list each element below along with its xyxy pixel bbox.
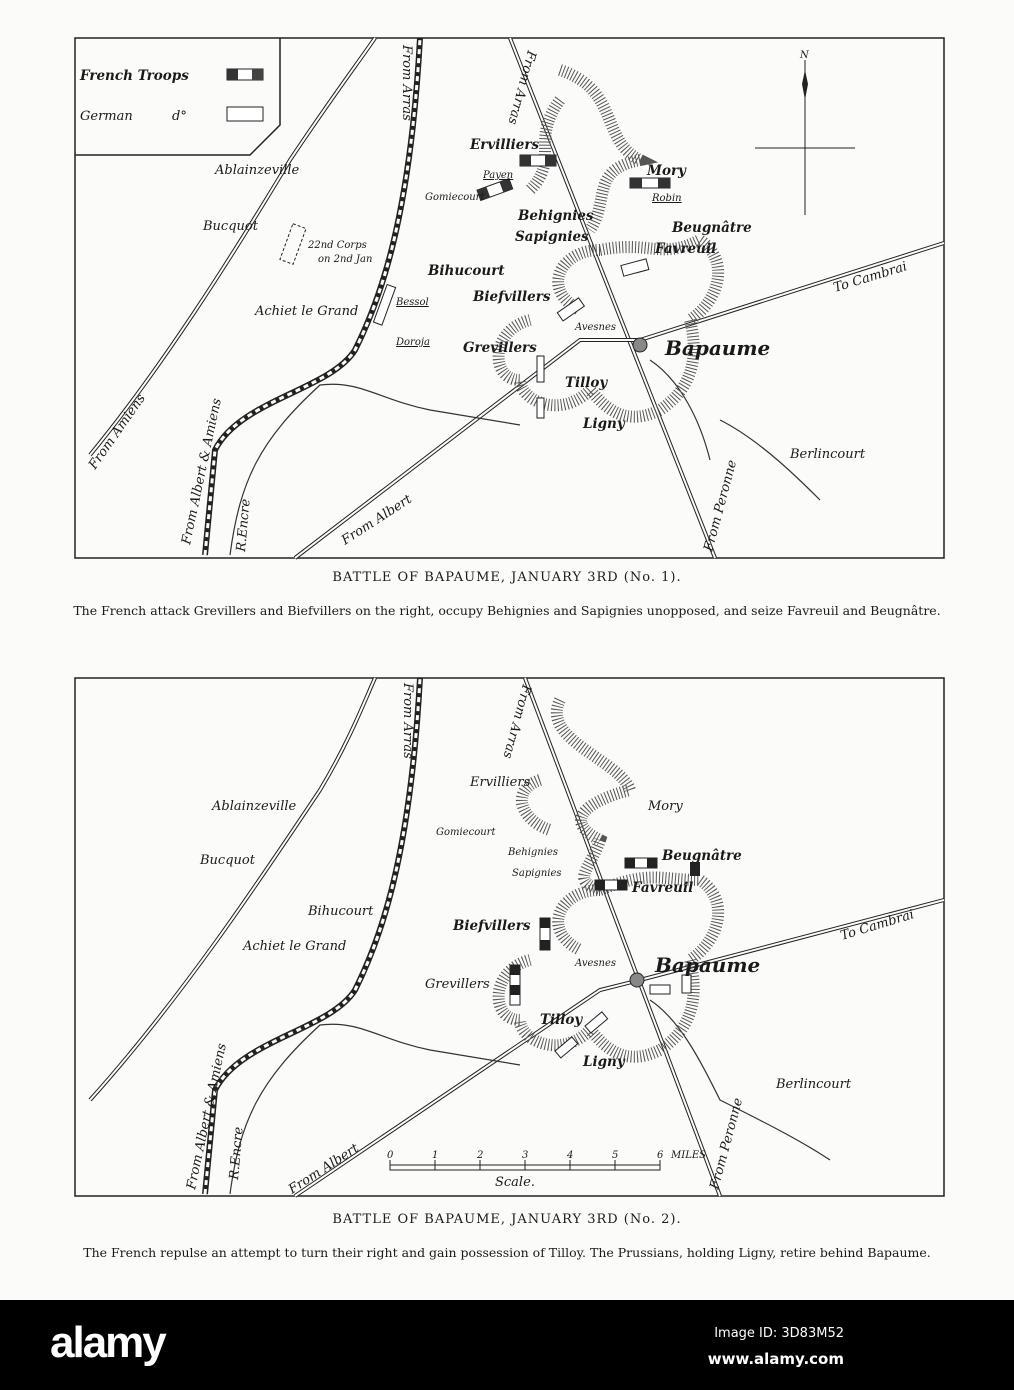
scale-tick-label: 2 — [477, 1150, 484, 1161]
place-sapignies-2: Sapignies — [512, 868, 562, 879]
place-berlincourt-2: Berlincourt — [776, 1077, 852, 1092]
place-ervilliers-2: Ervilliers — [470, 775, 531, 790]
road-from-albert-2: From Albert — [286, 1140, 362, 1198]
place-ligny-2: Ligny — [583, 1054, 625, 1070]
commander-robin: Robin — [652, 193, 682, 204]
scale-tick-label: 0 — [387, 1150, 394, 1161]
rail-from-albert-amiens-2: From Albert & Amiens — [184, 1041, 230, 1191]
watermark-banner — [0, 1300, 1014, 1390]
map-2-caption: The French repulse an attempt to turn their right and gain possession of Tilloy. The Prussians, holding Ligny, retire behind Bapaume. — [83, 1245, 931, 1260]
place-beugnatre-2: Beugnâtre — [662, 848, 742, 864]
place-mory: Mory — [647, 163, 686, 179]
commander-doroja: Doroja — [396, 337, 430, 348]
road-to-cambrai: To Cambrai — [831, 259, 909, 296]
road-from-albert: From Albert — [339, 491, 415, 549]
scale-bar — [387, 1150, 706, 1190]
image-id: Image ID: 3D83M52 — [714, 1326, 844, 1341]
place-ablainzeville: Ablainzeville — [215, 163, 300, 178]
map-1-title: BATTLE OF BAPAUME, JANUARY 3RD (No. 1). — [332, 570, 682, 585]
map-1 — [75, 38, 944, 558]
place-grevillers: Grevillers — [463, 340, 537, 356]
place-grevillers-2: Grevillers — [425, 977, 490, 992]
road-to-cambrai-2: To Cambrai — [838, 907, 916, 944]
bapaume-town — [633, 338, 647, 352]
road-from-arras: From Arras — [504, 48, 539, 127]
place-achiet-le-grand: Achiet le Grand — [255, 304, 359, 319]
place-biefvillers: Biefvillers — [473, 289, 551, 305]
french-troops-symbol — [227, 69, 263, 80]
place-gomiecourt-2: Gomiecourt — [436, 827, 496, 838]
label-22nd-corps: 22nd Corps — [308, 240, 367, 251]
watermark-url: www.alamy.com — [707, 1350, 844, 1368]
scale-tick-label: 3 — [522, 1150, 529, 1161]
rail-from-arras: From Arras — [399, 45, 414, 121]
place-ligny: Ligny — [583, 416, 625, 432]
place-achiet-le-grand-2: Achiet le Grand — [243, 939, 347, 954]
place-ablainzeville-2: Ablainzeville — [212, 799, 297, 814]
place-gomiecourt: Gomiecourt — [425, 192, 485, 203]
place-sapignies: Sapignies — [515, 229, 589, 245]
road-from-peronne-2: From Peronne — [707, 1096, 747, 1192]
scale-tick-label: 6 — [657, 1150, 664, 1161]
place-avesnes-2: Avesnes — [575, 958, 617, 969]
german-troops-symbol — [227, 107, 263, 121]
road-from-amiens: From Amiens — [85, 391, 149, 473]
place-behignies: Behignies — [518, 208, 594, 224]
place-ervilliers: Ervilliers — [470, 137, 540, 153]
place-bucquoy: Bucquot — [203, 219, 258, 234]
label-22nd-corps-date: on 2nd Jan — [318, 254, 373, 265]
place-biefvillers-2: Biefvillers — [453, 918, 531, 934]
place-favreuil-2: Favreuil — [632, 880, 694, 896]
place-tilloy: Tilloy — [565, 375, 608, 391]
place-bucquoy-2: Bucquot — [200, 853, 255, 868]
scale-tick-label: 5 — [612, 1150, 619, 1161]
place-bihucourt: Bihucourt — [428, 263, 505, 279]
compass-north: N — [800, 50, 809, 61]
legend-french-label: French Troops — [80, 68, 189, 84]
place-tilloy-2: Tilloy — [540, 1012, 583, 1028]
scale-tick-label: 1 — [432, 1150, 439, 1161]
compass-icon — [755, 50, 855, 215]
map-1-caption: The French attack Grevillers and Biefvillers on the right, occupy Behignies and Sapignies unopposed, and seize Favreuil and Beugnâtre. — [73, 603, 941, 618]
commander-bessol: Bessol — [396, 297, 429, 308]
rail-from-arras-2: From Arras — [400, 683, 415, 759]
place-berlincourt: Berlincourt — [790, 447, 866, 462]
place-avesnes: Avesnes — [575, 322, 617, 333]
scale-unit: MILES — [671, 1150, 706, 1161]
place-bihucourt-2: Bihucourt — [308, 904, 374, 919]
place-behignies-2: Behignies — [508, 847, 558, 858]
river-encre-2: R.Encre — [227, 1126, 247, 1181]
place-mory-2: Mory — [648, 799, 683, 814]
place-beugnatre: Beugnâtre — [672, 220, 752, 236]
map-2-title: BATTLE OF BAPAUME, JANUARY 3RD (No. 2). — [332, 1212, 682, 1227]
place-favreuil: Favreuil — [655, 241, 717, 257]
road-from-arras-2: From Arras — [499, 682, 534, 761]
legend-german-label: German — [80, 109, 133, 124]
scale-tick-label: 4 — [567, 1150, 574, 1161]
road-from-peronne: From Peronne — [701, 458, 741, 554]
place-bapaume-2: Bapaume — [655, 953, 761, 977]
legend-ditto: d° — [172, 109, 187, 124]
rail-from-albert-amiens: From Albert & Amiens — [179, 396, 225, 546]
river-encre: R.Encre — [234, 498, 254, 553]
place-bapaume: Bapaume — [665, 336, 771, 360]
commander-payen: Payen — [483, 170, 514, 181]
alamy-logo: alamy — [50, 1318, 165, 1367]
bapaume-town-2 — [630, 973, 644, 987]
legend-box — [75, 38, 280, 155]
map-2 — [75, 678, 944, 1198]
scale-label: Scale. — [495, 1175, 535, 1190]
